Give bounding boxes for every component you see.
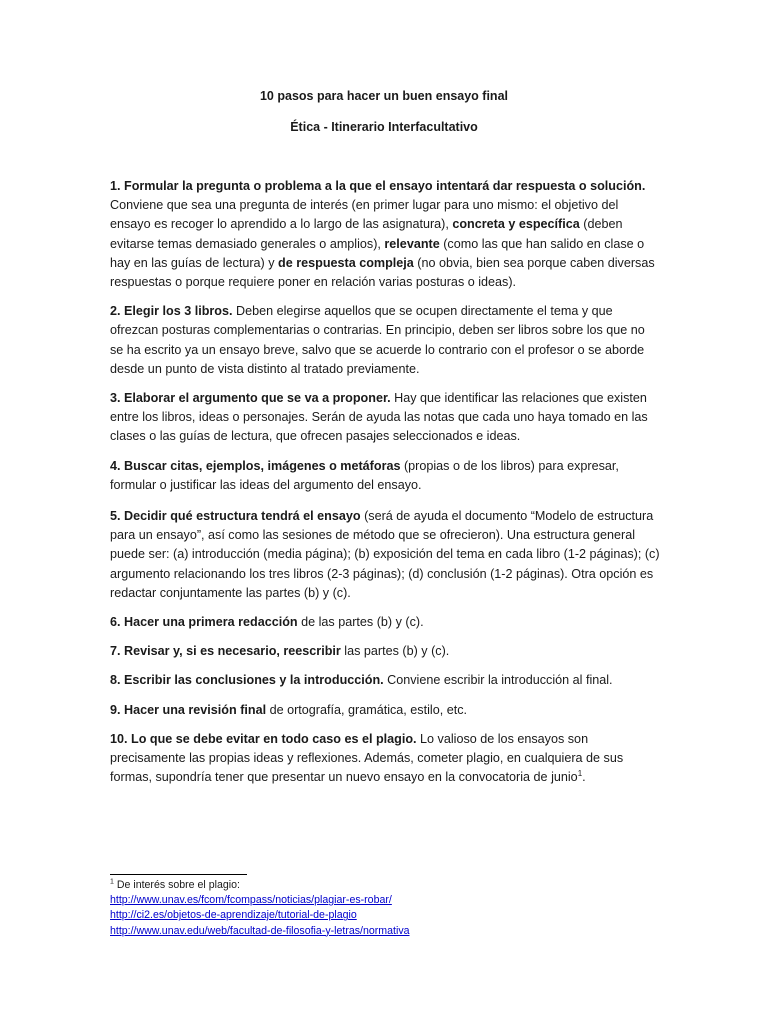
step-9 xyxy=(110,701,660,720)
step-5-text: (será de ayuda el documento “Modelo de estructura para un ensayo”, así como las sesiones de método que se ofrecieron). Una estructura general puede ser: (a) introducción (media página); (b) exposición del tema en cada libro (1-2 páginas); (c) argumento relacionando los tres libros (2-3 páginas); (d) conclusión (1-2 páginas). Otra opción es redactar conjuntamente las partes (b) y (c). xyxy=(110,509,660,600)
footnote-marker: 1 xyxy=(110,878,114,886)
step-1 xyxy=(110,177,660,292)
footnote-link-plagiar-es-robar[interactable]: http://www.unav.es/fcom/fcompass/noticias/plagiar-es-robar/ xyxy=(110,894,392,907)
step-1-bold-2: concreta y específica xyxy=(452,217,580,232)
step-9-text: de ortografía, gramática, estilo, etc. xyxy=(266,702,467,717)
step-5-heading: 5. Decidir qué estructura tendrá el ensayo xyxy=(110,509,361,524)
step-10 xyxy=(110,730,660,788)
step-4-text: (propias o de los libros) para expresar, formular o justificar las ideas del argumento del ensayo. xyxy=(110,458,619,492)
step-7-text: las partes (b) y (c). xyxy=(340,644,450,659)
step-1-text: Conviene que sea una pregunta de interés (en primer lugar para uno mismo: el objetivo del ensayo es recoger lo aprendido a lo largo de las asignatura), xyxy=(110,198,619,232)
step-4-heading: 4. Buscar citas, ejemplos, imágenes o metáforas xyxy=(110,458,401,473)
step-7 xyxy=(110,642,660,661)
footnote-link-normativa[interactable]: http://www.unav.edu/web/facultad-de-filosofia-y-letras/normativa xyxy=(110,924,410,937)
document-subtitle: Ética - Itinerario Interfacultativo xyxy=(290,120,478,134)
steps-list xyxy=(110,177,660,797)
footnote-separator xyxy=(110,874,247,875)
step-8 xyxy=(110,671,660,690)
step-1-heading: 1. Formular la pregunta o problema a la que el ensayo intentará dar respuesta o solución. xyxy=(110,179,646,193)
step-10-heading: 10. Lo que se debe evitar en todo caso es el plagio. xyxy=(110,731,417,746)
step-3-heading: 3. Elaborar el argumento que se va a proponer. xyxy=(110,391,391,406)
step-3 xyxy=(110,389,660,447)
step-10-text: Lo valioso de los ensayos son precisamente las propias ideas y reflexiones. Además, cometer plagio, en cualquiera de sus formas, supondría tener que presentar un nuevo ensayo en la convocatoria de junio xyxy=(110,731,624,785)
footnote-label: De interés sobre el plagio: xyxy=(113,879,240,891)
footnote-link-tutorial-de-plagio[interactable]: http://ci2.es/objetos-de-aprendizaje/tutorial-de-plagio xyxy=(110,909,357,922)
step-6-heading: 6. Hacer una primera redacción xyxy=(110,615,298,630)
step-1-bold-4: de respuesta compleja xyxy=(278,255,414,270)
step-3-text: Hay que identificar las relaciones que existen entre los libros, ideas o personajes. Serán de ayuda las notas que cada uno haya tomado en las clases o las guías de lectura, que ofrecen pasajes seleccionados e ideas. xyxy=(110,391,648,444)
step-1-text-2: (deben evitarse temas demasiado generales o amplios), xyxy=(110,217,623,251)
step-9-heading: 9. Hacer una revisión final xyxy=(110,702,267,717)
step-1-bold-3: relevante xyxy=(384,236,440,251)
footnote-label-line xyxy=(110,878,670,893)
step-8-heading: 8. Escribir las conclusiones y la introducción. xyxy=(110,673,384,688)
step-5 xyxy=(110,507,660,603)
footnote-reference[interactable]: 1 xyxy=(577,769,583,779)
step-2 xyxy=(110,302,660,379)
step-2-heading: 2. Elegir los 3 libros. xyxy=(110,304,233,319)
step-1-text-3: (como las que han salido en clase o hay en las guías de lectura) y xyxy=(110,236,645,270)
step-2-text: Deben elegirse aquellos que se ocupen directamente el tema y que ofrezcan posturas complementarias o contrarias. En principio, deben ser libros sobre los que no se ha escrito ya un ensayo breve, salvo que se acuerde lo contrario con el profesor o se aborde desde un punto de vista distinto al tratado previamente. xyxy=(110,304,645,376)
step-7-heading: 7. Revisar y, si es necesario, reescribir xyxy=(110,644,341,659)
step-10-text-end: . xyxy=(582,770,586,785)
step-1-text-4: (no obvia, bien sea porque caben diversas respuestas o porque requiere poner en relación varias posturas o ideas). xyxy=(110,255,655,290)
footnotes xyxy=(110,878,670,939)
step-8-text: Conviene escribir la introducción al final. xyxy=(383,673,613,688)
step-6-text: de las partes (b) y (c). xyxy=(297,615,424,630)
step-6 xyxy=(110,613,660,632)
step-4 xyxy=(110,457,660,495)
document-title: 10 pasos para hacer un buen ensayo final xyxy=(259,89,508,103)
